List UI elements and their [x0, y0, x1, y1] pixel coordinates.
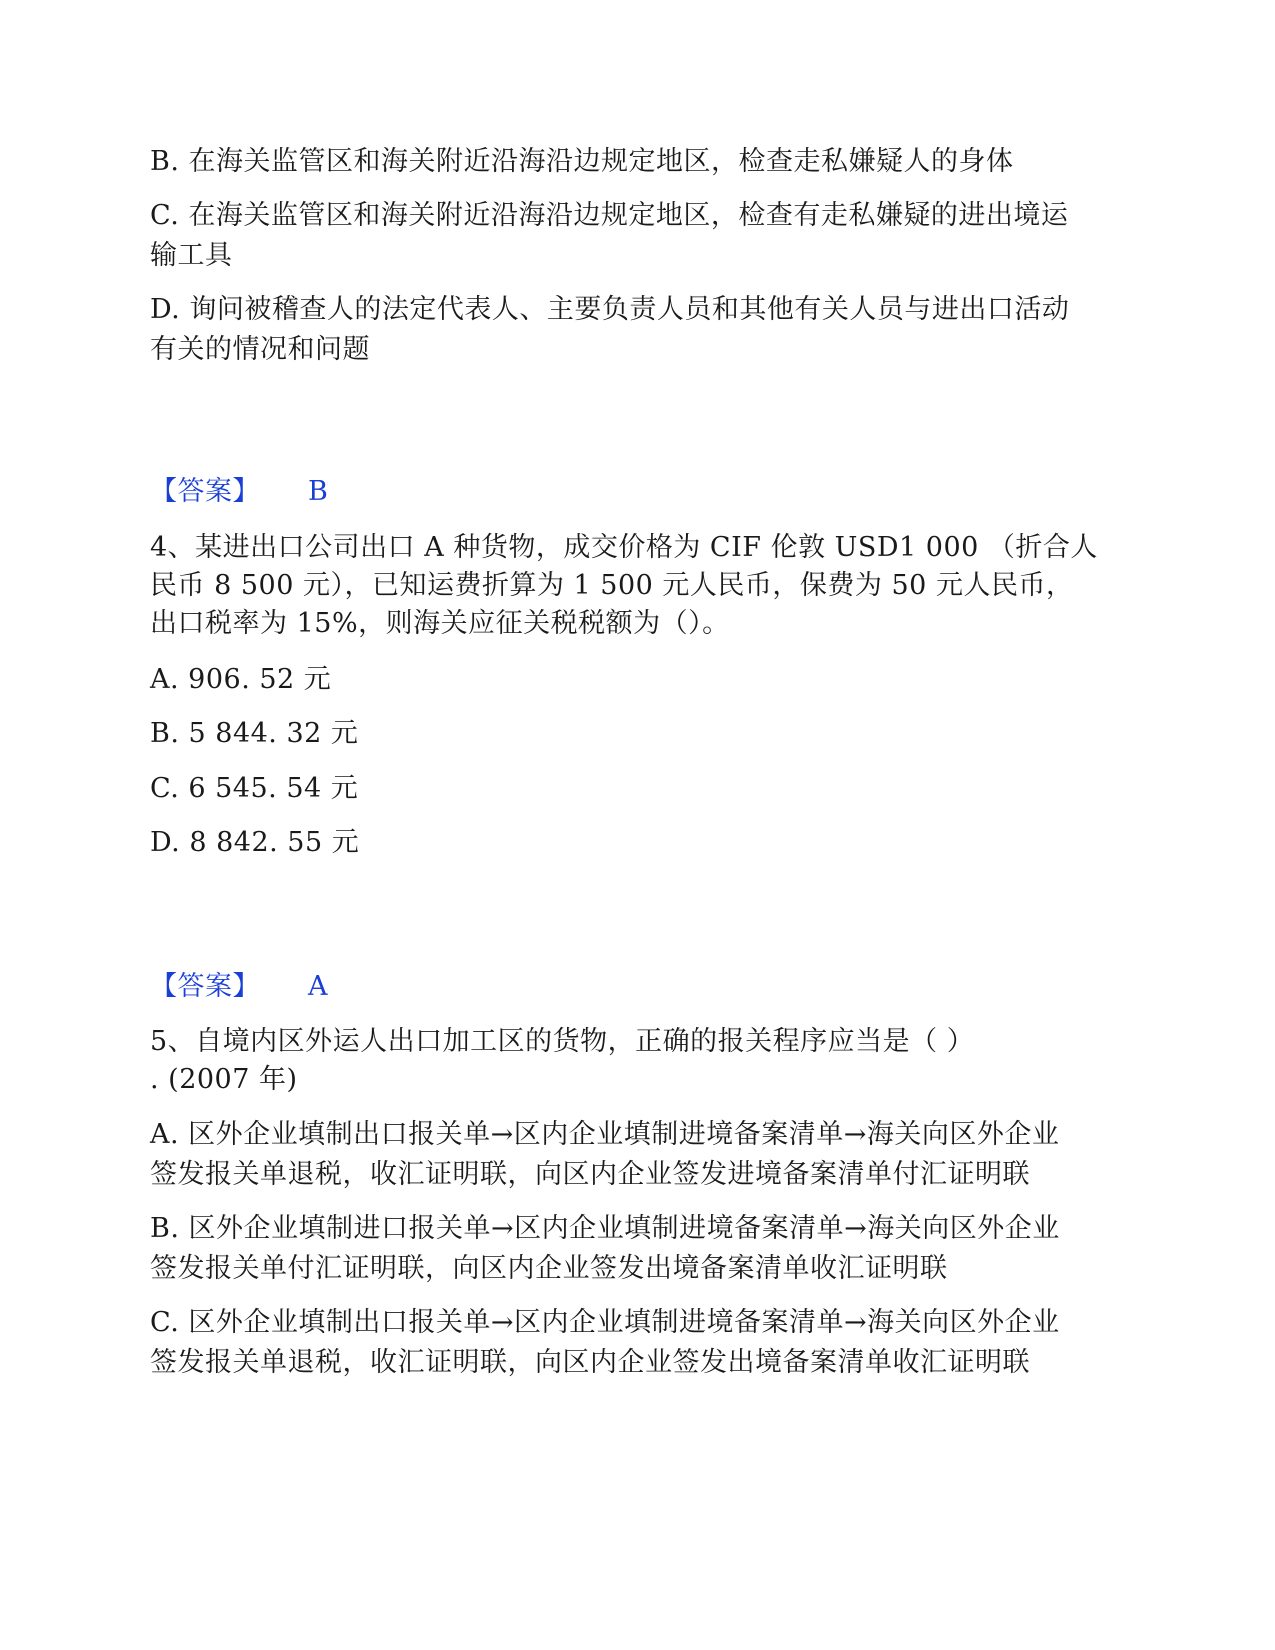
q4-stem-line1: 4、某进出口公司出口 A 种货物，成交价格为 CIF 伦敦 USD1 000 （折合人 [150, 532, 1098, 563]
q3-option-b: B. 在海关监管区和海关附近沿海沿边规定地区，检查走私嫌疑人的身体 [150, 146, 1014, 177]
q4-stem-line3: 出口税率为 15%，则海关应征关税税额为（）。 [150, 608, 730, 639]
q5-option-b-line2: 签发报关单付汇证明联，向区内企业签发出境备案清单收汇证明联 [150, 1253, 948, 1284]
answer-value: B [308, 476, 329, 507]
q5-option-c-line1: C. 区外企业填制出口报关单→区内企业填制进境备案清单→海关向区外企业 [150, 1307, 1060, 1338]
answer-4 [150, 967, 1130, 1007]
answer-3 [150, 472, 1130, 512]
q5-option-b-line1: B. 区外企业填制进口报关单→区内企业填制进境备案清单→海关向区外企业 [150, 1213, 1060, 1244]
q5-stem-line1: 5、自境内区外运人出口加工区的货物，正确的报关程序应当是（ ） [150, 1026, 975, 1057]
q4-option-c: C. 6 545. 54 元 [150, 773, 359, 804]
q4-option-a: A. 906. 52 元 [150, 664, 332, 695]
q3-option-c-line1: C. 在海关监管区和海关附近沿海沿边规定地区，检查有走私嫌疑的进出境运 [150, 200, 1069, 231]
answer-label: 【答案】 [150, 476, 260, 507]
answer-value: A [308, 971, 328, 1002]
q4-stem-line2: 民币 8 500 元），已知运费折算为 1 500 元人民币，保费为 50 元人民币， [150, 570, 1074, 601]
q5-option-a-line2: 签发报关单退税，收汇证明联，向区内企业签发进境备案清单付汇证明联 [150, 1159, 1030, 1190]
q5-stem-line2: . (2007 年) [150, 1064, 298, 1095]
q3-option-d-line1: D. 询问被稽查人的法定代表人、主要负责人员和其他有关人员与进出口活动 [150, 294, 1070, 325]
q4-option-d: D. 8 842. 55 元 [150, 827, 360, 858]
q3-option-d-line2: 有关的情况和问题 [150, 334, 370, 365]
q5-option-c-line2: 签发报关单退税，收汇证明联，向区内企业签发出境备案清单收汇证明联 [150, 1347, 1030, 1378]
answer-label: 【答案】 [150, 971, 260, 1002]
q4-option-b: B. 5 844. 32 元 [150, 718, 359, 749]
q5-option-a-line1: A. 区外企业填制出口报关单→区内企业填制进境备案清单→海关向区外企业 [150, 1119, 1060, 1150]
q3-option-c-line2: 输工具 [150, 240, 233, 271]
